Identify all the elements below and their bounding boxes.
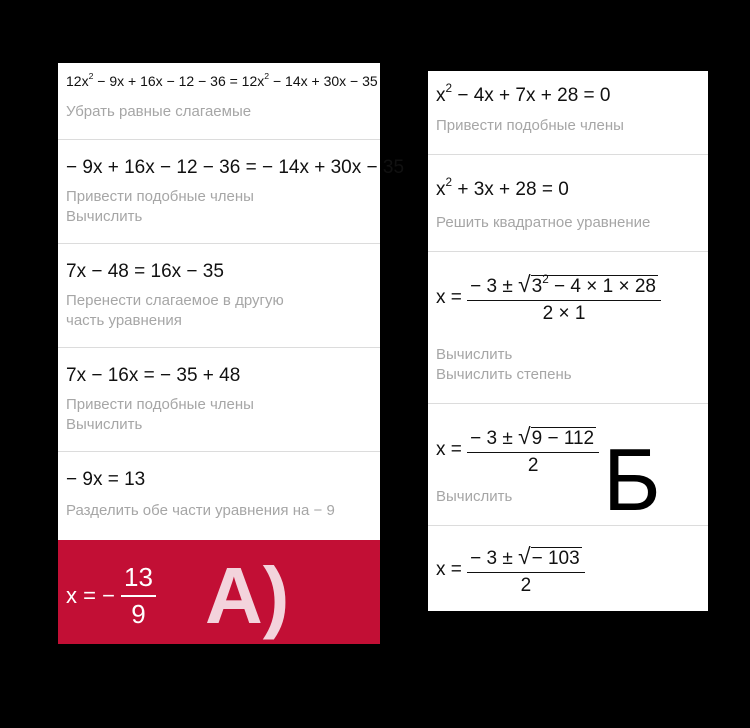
fraction [467, 271, 661, 325]
step-1[interactable] [58, 63, 380, 140]
step-hint: Решить квадратное уравнение [436, 214, 651, 231]
step-equation: − 9x = 13 [66, 469, 146, 490]
step-1[interactable] [428, 71, 708, 155]
step-3[interactable] [58, 243, 380, 348]
radicand: $3^2 - 4 \times 1 \times 28$ [531, 273, 656, 297]
step-hint: Вычислить [436, 488, 513, 505]
radicand: 9 − 112 [531, 428, 595, 449]
step-hint: Перенести слагаемое в другую часть уравнения [66, 292, 284, 329]
step-equation: − 9x + 16x − 12 − 36 = − 14x + 30x − 35 [66, 157, 405, 178]
sqrt-icon: √ [518, 423, 531, 449]
step-hint: Привести подобные члены Вычислить [66, 396, 254, 433]
solution-panel-b [428, 71, 708, 611]
step-hint: Убрать равные слагаемые [66, 103, 252, 120]
answer-equation: x = − $\frac{13}{9}$ [66, 562, 156, 630]
step-equation: x = $\frac{- 3 \pm √- 103}{2}$ [436, 543, 585, 597]
step-4[interactable] [428, 403, 708, 529]
step-equation: x = $\frac{- 3 \pm √9 - 112}{2}$ [436, 423, 599, 477]
step-2[interactable] [58, 139, 405, 244]
label-a: А) [205, 551, 290, 640]
step-4[interactable] [58, 347, 380, 452]
step-equation: $x^2 - 4x + 7x + 28 = 0$ [436, 82, 611, 106]
step-3[interactable] [428, 251, 708, 404]
step-hint: Привести подобные члены Вычислить [66, 188, 254, 225]
answer-numerator: 13 [121, 562, 156, 597]
step-2[interactable] [428, 154, 708, 252]
sqrt-icon: √ [518, 543, 531, 569]
fraction-denominator: 2 [520, 575, 532, 596]
step-hint: Привести подобные члены [436, 117, 624, 134]
step-hint: Вычислить Вычислить степень [436, 346, 572, 383]
fraction-numerator: − 3 ± √− 103 [467, 543, 585, 573]
sqrt-icon: √ [518, 271, 531, 297]
step-5[interactable] [58, 451, 380, 540]
step-5[interactable] [428, 525, 708, 611]
fraction-numerator: − $3 \pm √3^2 - 4 \times 1 \times 28$ [467, 271, 661, 301]
step-equation: 7x − 48 = 16x − 35 [66, 261, 224, 282]
step-hint: Разделить обе части уравнения на − 9 [66, 502, 335, 519]
step-equation: $x^2 + 3x + 28 = 0$ [436, 176, 569, 200]
fraction-denominator: 2 × 1 [542, 303, 586, 324]
step-equation: x = $\frac{- 3 \pm √3^2 - 4 \times 1 \times 28}{2 \times 1}$ [436, 271, 661, 325]
step-equation: 7x − 16x = − 35 + 48 [66, 365, 241, 386]
fraction-denominator: 2 [527, 455, 539, 476]
radicand: − 103 [531, 548, 580, 569]
answer-fraction [121, 562, 156, 630]
step-equation: $12x^2 - 9x + 16x - 12 - 36 = 12x^2 - 14x + 30x - 35$ [66, 71, 378, 89]
answer-denominator: 9 [131, 599, 146, 629]
label-b: Б [603, 430, 661, 529]
fraction [467, 423, 599, 477]
fraction-numerator: − 3 ± √9 − 112 [467, 423, 599, 453]
fraction [467, 543, 585, 597]
